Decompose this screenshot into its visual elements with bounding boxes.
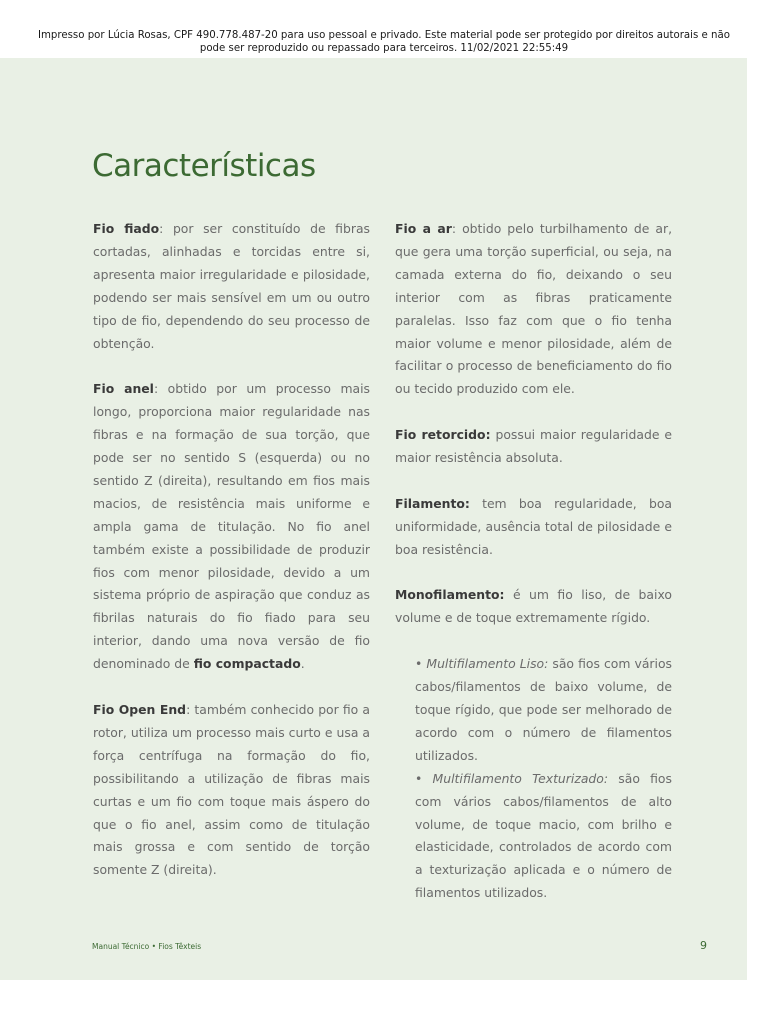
term: Fio fiado bbox=[93, 221, 160, 236]
term: Monofilamento: bbox=[395, 587, 505, 603]
paragraph-text: possui maior regularidade e maior resistência absoluta. bbox=[395, 427, 672, 466]
term: Fio Open End bbox=[93, 702, 187, 717]
list-item-term: Multifilamento Liso: bbox=[426, 656, 549, 672]
paragraph-fio-retorcido bbox=[395, 424, 672, 470]
watermark-line-2: pode ser reproduzido ou repassado para terceiros. 11/02/2021 22:55:49 bbox=[199, 43, 569, 54]
term-sep: : bbox=[153, 381, 159, 397]
list-item-text: são fios com vários cabos/filamentos de baixo volume, de toque rígido, que pode ser melhorado de acordo com o número de filamentos utilizados. bbox=[415, 656, 672, 763]
paragraph-fio-fiado bbox=[93, 218, 370, 355]
paragraph-filamento bbox=[395, 493, 672, 562]
right-column bbox=[395, 218, 672, 905]
watermark-line-1: Impresso por Lúcia Rosas, CPF 490.778.487-20 para uso pessoal e privado. Este material pode ser protegido por direitos autorais e não bbox=[38, 30, 730, 41]
page-number: 9 bbox=[700, 939, 707, 952]
term: Filamento: bbox=[395, 495, 470, 511]
paragraph-text: por ser constituído de fibras cortadas, alinhadas e torcidas entre si, apresenta maior irregularidade e pilosidade, podendo ser mais sensível em um ou outro tipo de fio, dependendo do seu processo de obtenção. bbox=[93, 221, 370, 351]
bullet-list bbox=[395, 653, 672, 905]
paragraph-fio-a-ar bbox=[395, 218, 672, 401]
paragraph-text: também conhecido por fio a rotor, utiliza um processo mais curto e usa a força centrífuga na formação do fio, possibilitando a utilização de fibras mais curtas e um fio com toque mais áspero do que o fio anel, assim como de titulação mais grossa e com sentido de torção somente Z (direita). bbox=[93, 702, 371, 878]
term: Fio a ar bbox=[395, 221, 452, 236]
term-sep: : bbox=[451, 221, 457, 236]
page-title: Características bbox=[92, 148, 316, 184]
paragraph-text: é um fio liso, de baixo volume e de toque extremamente rígido. bbox=[395, 587, 672, 626]
bullet-marker: • bbox=[415, 770, 423, 786]
term-sep: : bbox=[186, 702, 191, 717]
list-item-text: são fios com vários cabos/filamentos de alto volume, de toque macio, com brilho e elasticidade, controlados de acordo com a texturização aplicada e o número de filamentos utilizados. bbox=[415, 770, 672, 901]
term: Fio anel bbox=[93, 381, 154, 397]
bullet-marker: • bbox=[415, 656, 423, 672]
left-column bbox=[93, 218, 370, 905]
document-page bbox=[0, 58, 747, 980]
list-item-term: Multifilamento Texturizado: bbox=[432, 770, 609, 786]
footer-title: Manual Técnico • Fios Têxteis bbox=[92, 942, 202, 951]
term-sep: : bbox=[159, 221, 164, 236]
paragraph-monofilamento bbox=[395, 584, 672, 630]
watermark bbox=[20, 29, 748, 55]
list-item bbox=[415, 653, 672, 768]
paragraph-text: obtido pelo turbilhamento de ar, que gera uma torção superficial, ou seja, na camada externa do fio, deixando o seu interior com as fibras praticamente paralelas. Isso faz com que o fio tenha maior volume e menor pilosidade, além de facilitar o processo de beneficiamento do fio ou tecido produzido com ele. bbox=[395, 221, 673, 397]
term: Fio retorcido: bbox=[395, 427, 491, 443]
paragraph-text: obtido por um processo mais longo, proporciona maior regularidade nas fibras e na formação de sua torção, que pode ser no sentido S (esquerda) ou no sentido Z (direita), resultando em fios mais macios, de resistência mais uniforme e ampla gama de titulação. No fio anel também existe a possibilidade de produzir fios com menor pilosidade, devido a um sistema próprio de aspiração que conduz as fibrilas naturais do fio fiado para seu interior, dando uma nova versão de fio denominado de bbox=[93, 381, 371, 672]
term-inline: fio compactado bbox=[193, 656, 301, 672]
paragraph-fio-open-end bbox=[93, 699, 370, 882]
paragraph-end: . bbox=[300, 656, 305, 672]
paragraph-fio-anel bbox=[93, 378, 370, 676]
paragraph-text: tem boa regularidade, boa uniformidade, ausência total de pilosidade e boa resistência. bbox=[395, 495, 672, 557]
list-item bbox=[415, 768, 672, 905]
